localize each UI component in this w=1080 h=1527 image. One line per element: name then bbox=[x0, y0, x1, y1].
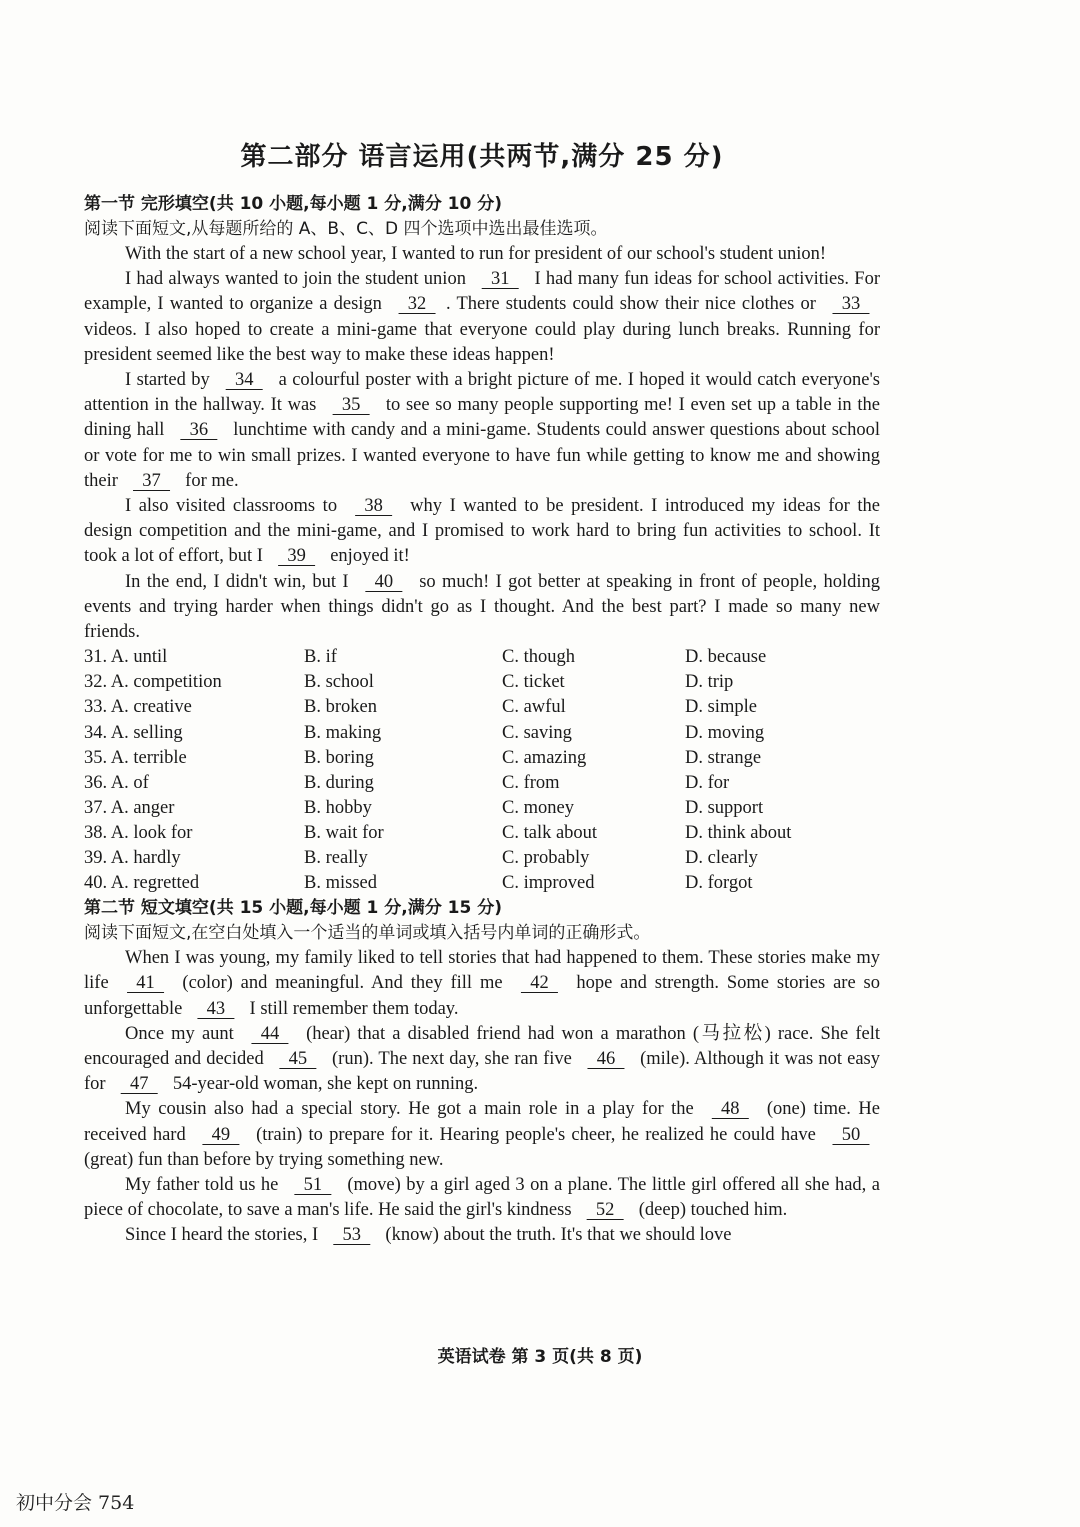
answer-option[interactable]: C. from bbox=[502, 772, 560, 793]
answer-option[interactable]: 40. A. regretted bbox=[84, 873, 200, 894]
answer-option[interactable]: C. though bbox=[502, 647, 575, 668]
passage-paragraph: When I was young, my family liked to tell stories that had happened to them. These stories make my life 41 (color) and meaningful. And they fill me 42 hope and strength. Some stories are so unforgettable 43 I still remember them today. bbox=[84, 946, 880, 1022]
watermark: 初中分会 754 bbox=[16, 1492, 135, 1514]
passage-paragraph: Once my aunt 44 (hear) that a disabled friend had won a marathon (马拉松) race. She felt encouraged and decided 45 (run). The next day, she ran five 46 (mile). Although it was not easy for 47 54-year-old woman, she kept on running. bbox=[84, 1022, 880, 1098]
answer-blank-52[interactable]: 52 bbox=[586, 1200, 624, 1221]
answer-option[interactable]: 31. A. until bbox=[84, 647, 168, 668]
cloze-options bbox=[84, 645, 880, 896]
answer-option[interactable]: D. simple bbox=[685, 697, 757, 718]
answer-option[interactable]: D. clearly bbox=[685, 848, 758, 868]
answer-blank-43[interactable]: 43 bbox=[197, 998, 235, 1019]
option-row bbox=[84, 821, 880, 846]
passage-paragraph: With the start of a new school year, I wanted to run for president of our school's student union! bbox=[125, 244, 827, 264]
passage-paragraph: I started by 34 a colourful poster with a bright picture of me. I hoped it would catch everyone's attention in the hallway. It was 35 to see so many people supporting me! I even set up a table in the dining hall 36 lunchtime with candy and a mini-game. Students could answer questions about school or vote for me to win small prizes. I wanted everyone to have fun while getting to know me and showing their 37 for me. bbox=[84, 368, 880, 494]
answer-option[interactable]: B. if bbox=[304, 647, 337, 668]
option-row bbox=[84, 721, 880, 746]
fill-in-passage bbox=[84, 946, 880, 1248]
answer-option[interactable]: B. hobby bbox=[304, 797, 372, 818]
answer-option[interactable]: B. broken bbox=[304, 697, 377, 718]
section1-heading: 第一节 完形填空(共 10 小题,每小题 1 分,满分 10 分) bbox=[84, 194, 503, 214]
passage-paragraph: Since I heard the stories, I 53 (know) about the truth. It's that we should love bbox=[84, 1223, 880, 1248]
answer-blank-40[interactable]: 40 bbox=[365, 571, 403, 592]
answer-option[interactable]: D. strange bbox=[685, 747, 762, 768]
answer-option[interactable]: 39. A. hardly bbox=[84, 848, 181, 868]
answer-option[interactable]: B. wait for bbox=[304, 822, 384, 843]
option-row bbox=[84, 695, 880, 720]
passage-paragraph: I also visited classrooms to 38 why I wanted to be president. I introduced my ideas for the design competition and the mini-game, and I promised to work hard to bring fun activities to school. It took a lot of effort, but I 39 enjoyed it! bbox=[84, 494, 880, 570]
passage-paragraph: My cousin also had a special story. He got a main role in a play for the 48 (one) time. He received hard 49 (train) to prepare for it. Hearing people's cheer, he realized he could have 50 (great) fun than before by trying something new. bbox=[84, 1099, 880, 1170]
answer-blank-51[interactable]: 51 bbox=[294, 1175, 332, 1196]
option-row bbox=[84, 645, 880, 670]
answer-blank-32[interactable]: 32 bbox=[398, 294, 436, 315]
answer-blank-42[interactable]: 42 bbox=[520, 973, 558, 994]
section2-heading: 第二节 短文填空(共 15 小题,每小题 1 分,满分 15 分) bbox=[84, 898, 503, 919]
answer-option[interactable]: D. because bbox=[685, 647, 767, 668]
answer-option[interactable]: 34. A. selling bbox=[84, 722, 183, 743]
answer-option[interactable]: D. think about bbox=[685, 822, 792, 843]
answer-option[interactable]: D. trip bbox=[685, 672, 734, 693]
answer-option[interactable]: B. boring bbox=[304, 747, 374, 768]
part-title: 第二部分 语言运用(共两节,满分 25 分) bbox=[240, 142, 724, 172]
option-row bbox=[84, 871, 880, 896]
answer-option[interactable]: D. for bbox=[685, 772, 730, 793]
answer-blank-47[interactable]: 47 bbox=[120, 1074, 158, 1095]
answer-blank-41[interactable]: 41 bbox=[127, 973, 165, 994]
answer-option[interactable]: D. moving bbox=[685, 722, 765, 743]
option-row bbox=[84, 670, 880, 695]
answer-option[interactable]: B. really bbox=[304, 848, 368, 868]
answer-blank-38[interactable]: 38 bbox=[355, 496, 393, 517]
answer-blank-33[interactable]: 33 bbox=[832, 294, 870, 315]
answer-option[interactable]: C. amazing bbox=[502, 747, 587, 768]
passage-paragraph: I had always wanted to join the student union 31 I had many fun ideas for school activities. For example, I wanted to organize a design 32 . There students could show their nice clothes or 33 videos. I also hoped to create a mini-game that everyone could play during lunch breaks. Running for president seemed like the best way to make these ideas happen! bbox=[84, 269, 880, 365]
answer-option[interactable]: C. awful bbox=[502, 697, 566, 718]
answer-blank-36[interactable]: 36 bbox=[180, 420, 218, 441]
answer-option[interactable]: B. during bbox=[304, 772, 374, 793]
answer-option[interactable]: B. making bbox=[304, 722, 382, 743]
answer-option[interactable]: 36. A. of bbox=[84, 772, 149, 793]
answer-blank-34[interactable]: 34 bbox=[225, 370, 263, 391]
answer-blank-45[interactable]: 45 bbox=[279, 1049, 317, 1069]
answer-blank-31[interactable]: 31 bbox=[481, 269, 519, 290]
answer-option[interactable]: C. probably bbox=[502, 848, 590, 868]
section1-instruction: 阅读下面短文,从每题所给的 A、B、C、D 四个选项中选出最佳选项。 bbox=[84, 219, 608, 239]
answer-option[interactable]: C. improved bbox=[502, 873, 595, 894]
answer-option[interactable]: 32. A. competition bbox=[84, 672, 222, 693]
answer-option[interactable]: B. school bbox=[304, 672, 374, 693]
answer-blank-44[interactable]: 44 bbox=[251, 1023, 289, 1044]
answer-option[interactable]: D. forgot bbox=[685, 873, 753, 894]
page-footer: 英语试卷 第 3 页(共 8 页) bbox=[437, 1347, 643, 1367]
option-row bbox=[84, 746, 880, 771]
answer-option[interactable]: 35. A. terrible bbox=[84, 747, 187, 768]
answer-blank-35[interactable]: 35 bbox=[332, 395, 370, 416]
answer-option[interactable]: B. missed bbox=[304, 873, 377, 894]
answer-blank-37[interactable]: 37 bbox=[133, 470, 171, 491]
answer-option[interactable]: 37. A. anger bbox=[84, 797, 175, 818]
answer-blank-49[interactable]: 49 bbox=[202, 1124, 240, 1145]
answer-option[interactable]: 38. A. look for bbox=[84, 822, 193, 843]
answer-blank-50[interactable]: 50 bbox=[832, 1124, 870, 1145]
answer-blank-53[interactable]: 53 bbox=[333, 1225, 371, 1246]
answer-blank-46[interactable]: 46 bbox=[587, 1049, 625, 1069]
answer-option[interactable]: 33. A. creative bbox=[84, 697, 192, 718]
option-row bbox=[84, 796, 880, 821]
answer-blank-48[interactable]: 48 bbox=[711, 1099, 749, 1120]
section2-instruction: 阅读下面短文,在空白处填入一个适当的单词或填入括号内单词的正确形式。 bbox=[84, 923, 651, 944]
answer-option[interactable]: C. saving bbox=[502, 722, 572, 743]
option-row bbox=[84, 771, 880, 796]
answer-option[interactable]: C. talk about bbox=[502, 822, 598, 843]
passage-paragraph: In the end, I didn't win, but I 40 so much! I got better at speaking in front of people, holding events and trying harder when things didn't go as I thought. And the best part? I made so many new friends. bbox=[84, 571, 880, 643]
answer-option[interactable]: C. money bbox=[502, 797, 574, 818]
passage-paragraph: My father told us he 51 (move) by a girl aged 3 on a plane. The little girl offered all she had, a piece of chocolate, to save a man's life. He said the girl's kindness 52 (deep) touched him. bbox=[84, 1173, 880, 1223]
answer-option[interactable]: D. support bbox=[685, 797, 764, 818]
option-row bbox=[84, 846, 880, 871]
cloze-passage bbox=[84, 242, 880, 645]
exam-page bbox=[84, 140, 880, 1249]
answer-option[interactable]: C. ticket bbox=[502, 672, 565, 693]
answer-blank-39[interactable]: 39 bbox=[278, 546, 316, 567]
